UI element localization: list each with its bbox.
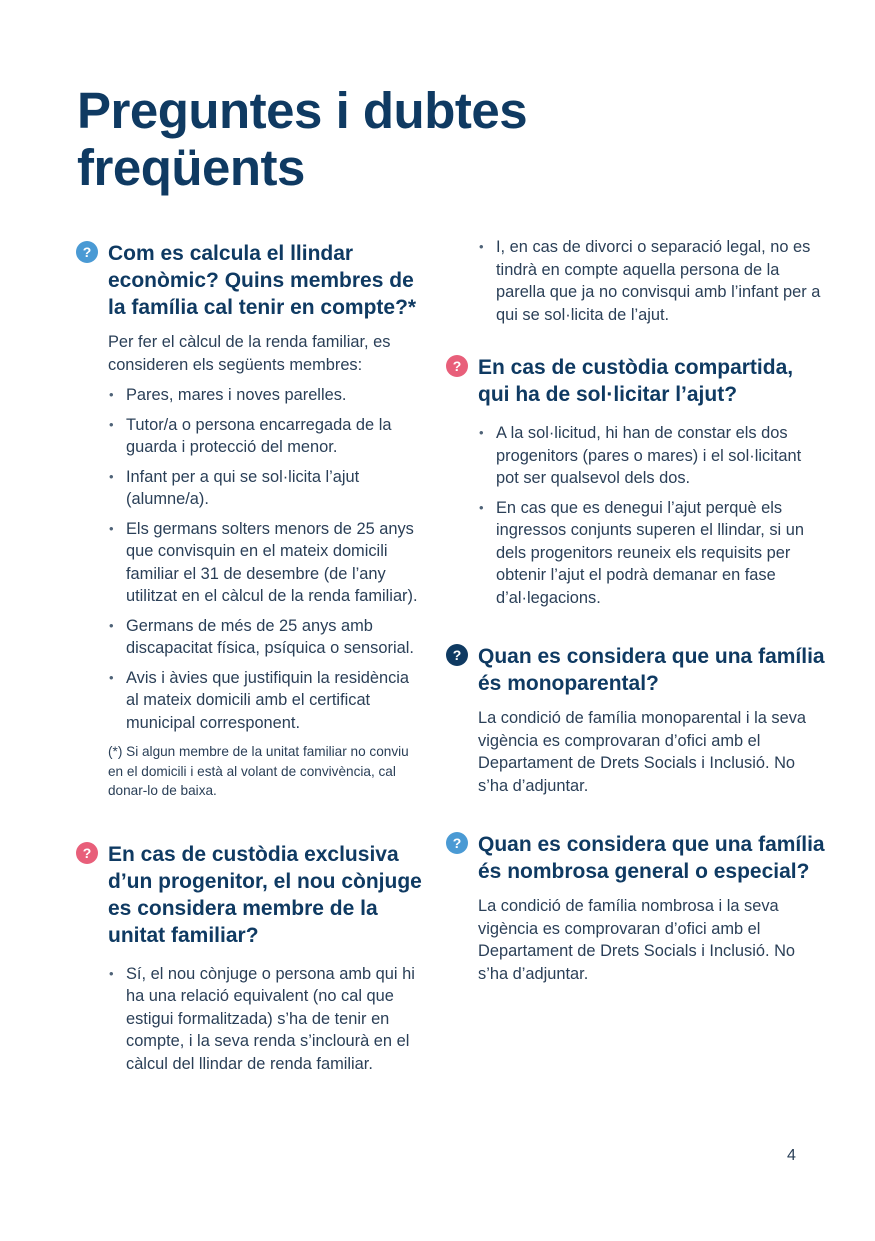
faq-answer: La condició de família monoparental i la seva vigència es comprovaran d’ofici amb el Departament de Drets Socials i Inclusió. No s’ha d’adjuntar. [478, 709, 807, 795]
title-line-2: freqüents [77, 139, 305, 196]
left-column [76, 240, 426, 1082]
faq-question: Quan es considera que una família és monoparental? [478, 645, 825, 695]
faq-answer: La condició de família nombrosa i la seva vigència es comprovaran d’ofici amb el Departament de Drets Socials i Inclusió. No s’ha d’adjuntar. [478, 897, 796, 983]
faq-exclusive-custody-continued [446, 236, 826, 326]
faq-question: Quan es considera que una família és nombrosa general o especial? [478, 833, 825, 883]
faq-exclusive-custody [76, 841, 426, 1076]
footnote: (*) Si algun membre de la unitat familiar no conviu en el domicili i està al volant de convivència, cal donar-lo de baixa. [108, 744, 409, 798]
list-item: • Infant per a qui se sol·licita l’ajut (alumne/a). [108, 466, 426, 511]
answer-list [478, 422, 826, 609]
question-icon: ? [446, 644, 468, 666]
list-item: • Tutor/a o persona encarregada de la guarda i protecció del menor. [108, 414, 426, 459]
answer-list [108, 963, 426, 1076]
list-item: • Sí, el nou cònjuge o persona amb qui hi ha una relació equivalent (no cal que estigui formalitzada) s’ha de tenir en compte, i la seva renda s’inclourà en el càlcul del llindar de renda familiar. [108, 963, 426, 1076]
list-item: • I, en cas de divorci o separació legal, no es tindrà en compte aquella persona de la parella que ja no convisqui amb l’infant per a qui se sol·licita de l’ajut. [478, 236, 826, 326]
list-item: • En cas que es denegui l’ajut perquè els ingressos conjunts superen el llindar, si un dels progenitors reuneix els requisits per obtenir l’ajut el podrà demanar en fase d’al·legacions. [478, 497, 826, 610]
faq-question: Com es calcula el llindar econòmic? Quins membres de la família cal tenir en compte?* [108, 242, 417, 319]
question-icon: ? [446, 355, 468, 377]
member-list [108, 384, 426, 734]
title-line-1: Preguntes i dubtes [77, 82, 528, 139]
page-number: 4 [787, 1147, 796, 1164]
right-column [446, 236, 826, 993]
faq-income-threshold [76, 240, 426, 801]
faq-shared-custody [446, 354, 826, 609]
question-icon: ? [76, 842, 98, 864]
faq-question: En cas de custòdia compartida, qui ha de sol·licitar l’ajut? [478, 356, 794, 406]
list-item: • Germans de més de 25 anys amb discapacitat física, psíquica o sensorial. [108, 615, 426, 660]
faq-single-parent [446, 643, 826, 797]
faq-large-family [446, 831, 826, 985]
faq-question: En cas de custòdia exclusiva d’un progenitor, el nou cònjuge es considera membre de la unitat familiar? [108, 842, 422, 947]
list-item: • Pares, mares i noves parelles. [108, 384, 426, 407]
faq-intro: Per fer el càlcul de la renda familiar, es consideren els següents membres: [108, 333, 391, 374]
list-item: • A la sol·licitud, hi han de constar els dos progenitors (pares o mares) i el sol·licitant pot ser qualsevol dels dos. [478, 422, 826, 490]
list-item: • Els germans solters menors de 25 anys que convisquin en el mateix domicili familiar el 31 de desembre (de l’any utilitzat en el càlcul de la renda familiar). [108, 518, 426, 608]
page-title [77, 82, 527, 196]
answer-list [478, 236, 826, 326]
question-icon: ? [446, 832, 468, 854]
list-item: • Avis i àvies que justifiquin la residència al mateix domicili amb el certificat municipal corresponent. [108, 667, 426, 735]
question-icon: ? [76, 241, 98, 263]
